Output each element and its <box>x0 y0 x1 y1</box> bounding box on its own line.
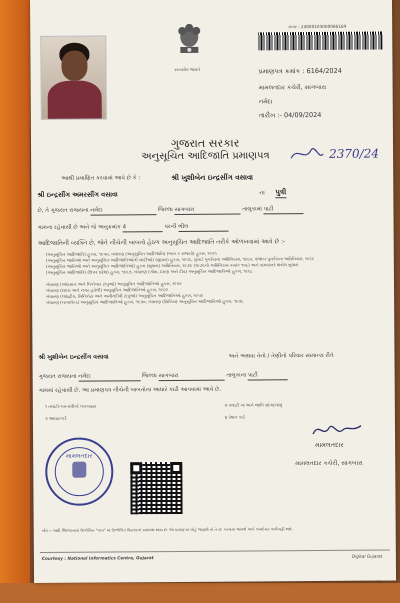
order-item: બંધારણ (અંદામાન અને નિકોબાર ટાપુઓ) અનુસૂચિત આદિજાતિઓ હુકમ, ૧૯૫૯ <box>45 280 183 287</box>
taluka-value: સાગબારા <box>175 207 241 215</box>
applicant-photo <box>40 35 107 119</box>
order-item: (અનુસૂચિત જાતિઓ અને અનુસૂચિત આદિજાતિઓની યાદીઓ) (સુધારા) હુકમ, ૧૯૫૬, મુંબઈ પુનર્રચના અધિનિયમ, ૧૯૬૦, પંજાબ પુનર્રચના અધિનિયમ, ૧૯૬૬ <box>45 256 315 263</box>
district-label: જિલ્લા <box>158 207 173 214</box>
certificate-paper <box>30 0 396 583</box>
qr-code <box>130 462 182 514</box>
res-taluka-value: સાગબારા <box>159 373 225 381</box>
office-line1: મામલતદાર કચેરી, સાગબારા <box>258 83 327 92</box>
holder-line-name: શ્રી ખુશીબેન ઇન્દ્રસીંગ વસાવા <box>38 353 109 361</box>
orange-background-left <box>0 0 30 603</box>
table-background-bottom <box>0 583 400 603</box>
order-item: (અનુસૂચિત આદિજાતિ) (ઉત્તર પ્રદેશ) હુકમ, ૧૯૬૭, બંધારણ (ગોવા, દમણ અને દીવ) અનુસૂચિત આદિજાતિઓ હુકમ, ૧૯૬૮ <box>45 268 253 275</box>
res-district-label: જિલ્લા <box>142 373 157 380</box>
basis-line: ગામમાં રહેવાસી છે. આ પ્રમાણપત્ર નીચેની બાબતોના આધારે કાઢી આપવામાં આવે છે. <box>38 386 221 394</box>
date-label: તારીખ :- <box>258 111 282 120</box>
office-line2: નર્મદા <box>258 98 273 106</box>
order-item: બંધારણ (દાદરા અને નગર હવેલી) અનુસૂચિત આદિજાતિઓ હુકમ, ૧૯૬૨ <box>46 287 168 293</box>
state-label: છે, તે ગુજરાત રાજ્યના <box>37 207 89 214</box>
relation-label: ના <box>259 190 265 197</box>
res-district-value: નર્મદા <box>78 373 140 381</box>
order-item: (અનુસૂચિત જાતિઓ અને અનુસૂચિત આદિજાતિઓ) હુકમ (સુધારા) અધિનિયમ, ૧૯૭૬ (૧૯૭૬નો અધિનિયમ ક્રમાંક ૧૦૮) અને સમયાંતરે થયેલ સુધારા <box>45 262 299 269</box>
village-value: પાટી <box>264 206 304 214</box>
res-village-value: પાટી <box>248 372 288 380</box>
relation-value: પુત્રી <box>275 188 287 197</box>
schedule-label: ગામના રહેવાસી છે અને જે અનુક્રમાંક <box>37 224 121 231</box>
footer-digital-gujarat: Digital Gujarat <box>351 553 383 559</box>
handwritten-reference-mark <box>289 139 393 168</box>
barcode <box>258 32 382 51</box>
signer-title: મામલતદાર <box>315 440 344 450</box>
emblem-caption: સત્યમેવ જયતે <box>174 66 201 72</box>
order-item: (અનુસૂચિત આદિજાતિ) હુકમ, ૧૯૫૦, બંધારણ (અનુસૂચિત આદિજાતિ) (ભાગ ક રાજ્યો) હુકમ, ૧૯૫૧ <box>45 250 217 257</box>
district-value: નર્મદા <box>90 207 156 215</box>
schedule-number: 4 <box>123 224 163 232</box>
basis-item-3: ૩ આધારકાર્ડ <box>44 415 67 421</box>
order-item: બંધારણ (લક્ષદ્વીપ, મિનિકોય અને અમીનદીવી ટાપુઓ) અનુસૂચિત આદિજાતિઓ હુકમ, ૧૯૫૯ <box>46 292 204 299</box>
parent-name: શ્રી ઇન્દ્રસીંગ અમરસીંગ વસાવા <box>37 190 118 199</box>
officer-signature <box>309 420 369 440</box>
basis-item-4: ૪ રેશન કાર્ડ <box>224 414 245 420</box>
cert-title: અનુસૂચિત આદિજાતિ પ્રમાણપત્ર <box>141 150 270 163</box>
tribe-intro: આદિજાતિની વ્યક્તિ છે, જેને નીચેની બાબતો હેઠળ અનુસૂચિત આદિજાતિ તરીકે ઓળખવામાં આવે છે :- <box>37 238 286 247</box>
basis-item-2: ૨ તલાટી ના અને જાતિ સોગંદનામું <box>224 402 283 408</box>
cert-number: 6164/2024 <box>306 66 342 76</box>
issue-date: 04/09/2024 <box>283 110 322 120</box>
svg-text:મામલતદાર: મામલતદાર <box>65 452 93 460</box>
footnote: નોંધ :- આદિ જિલ્લાતામાં ઉલ્લેખિત "ગામ" માં ઉલ્લેખિત વિસ્તારનો સમાવેશ થાય છે. જો પ્રમાણપત્ર ખોટું જણાશે તો તે રદ કરવામાં આવશે અને કાયદેસર કાર્યવાહી થશે. <box>41 526 293 533</box>
res-taluka-label: તાલુકાના <box>226 372 247 379</box>
res-state-label: ગુજરાત રાજ્યના <box>38 373 77 380</box>
gov-title: ગુજરાત સરકાર <box>170 136 240 151</box>
tribe-label: પરની <box>164 223 177 231</box>
order-item: બંધારણ (નાગાલેન્ડ) અનુસૂચિત આદિજાતિઓ હુકમ, ૧૯૭૦, બંધારણ (સિક્કિમ) અનુસૂચિત આદિજાતિઓ હુકમ, ૧૯૭૮ <box>46 298 244 305</box>
barcode-text: નંબર : 24000103000066164 <box>288 23 347 30</box>
national-emblem-icon <box>170 17 208 67</box>
holder-line-rest: અને અથવા તેનો / તેણીનો પરિવાર સામાન્ય રીતે <box>228 352 334 360</box>
orders-block <box>46 250 386 306</box>
cert-number-label: પ્રમાણપત્ર ક્રમાંક : <box>258 67 305 76</box>
official-seal-stamp <box>43 435 116 508</box>
svg-text:2370/24: 2370/24 <box>329 146 379 161</box>
certificate-holder-name: શ્રી ખુશીબેન ઇન્દ્રસીંગ વસાવા <box>171 173 254 183</box>
signer-office: મામલતદાર કચેરી, સાગબારા <box>295 459 363 468</box>
basis-item-1: ૧ તલાટી-કમ-મંત્રીનો પંચક્યાસ <box>44 403 97 409</box>
taluka-label: તાલુકામાં <box>242 206 262 213</box>
tribe-value: ભીલ <box>178 224 228 232</box>
certify-line: આથી પ્રમાણિત કરવામાં આવે છે કે : <box>61 175 141 182</box>
footer-divider <box>40 550 390 553</box>
footer-courtesy: Courtesy : National Informatics Centre, Gujarat <box>41 555 154 561</box>
